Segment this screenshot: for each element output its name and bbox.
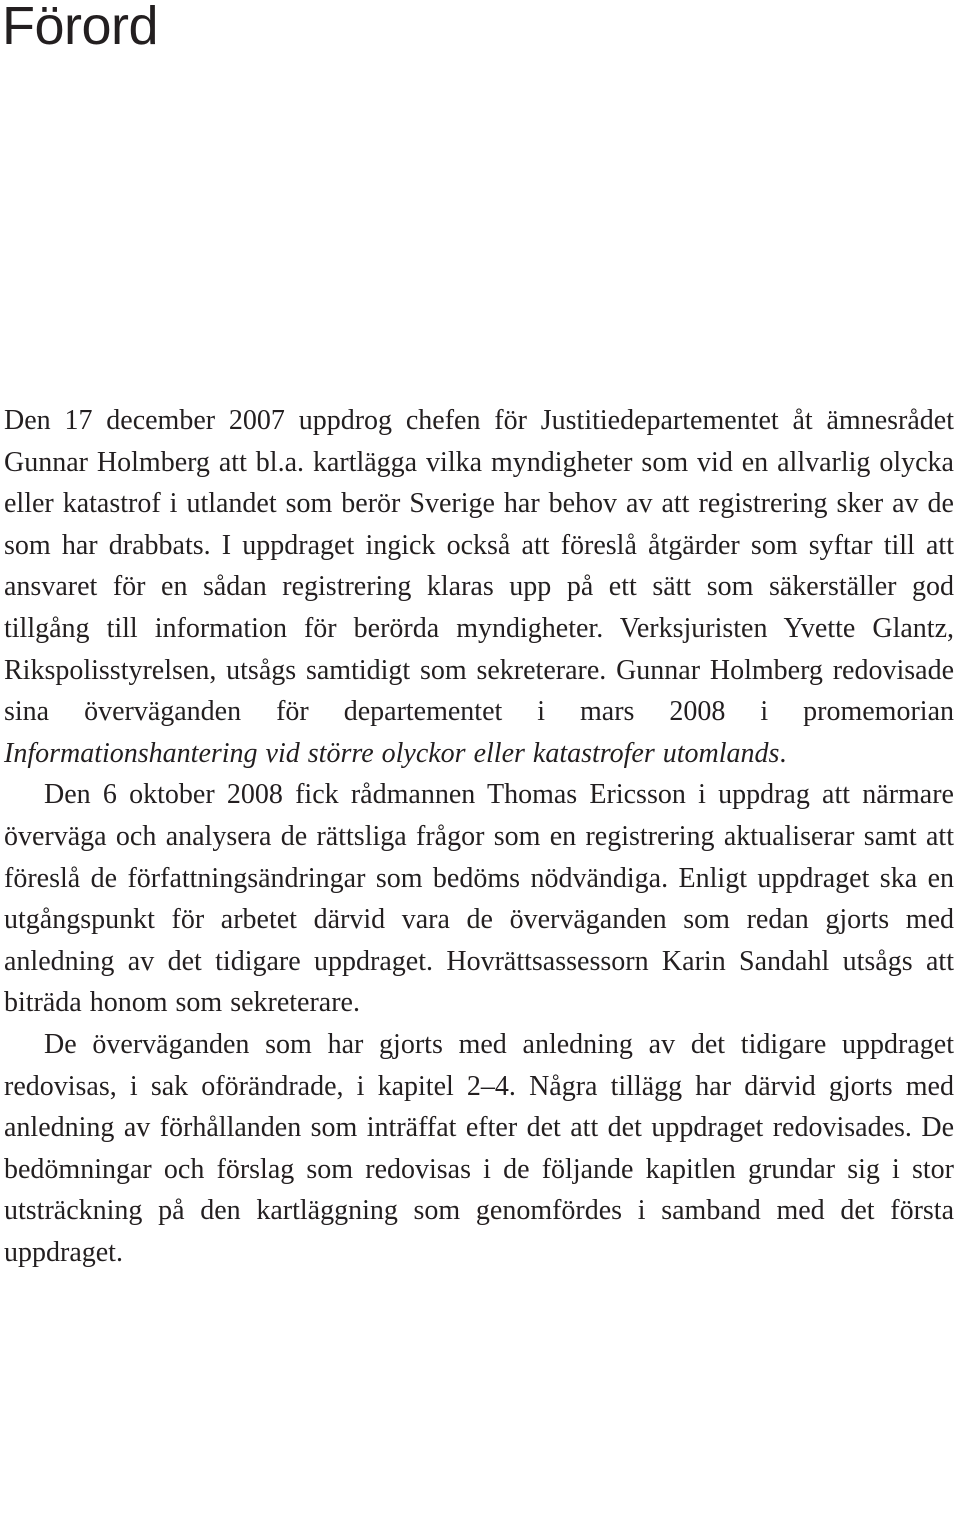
report-title-italic: Informationshantering vid större olyckor eller katastrofer utomlands (4, 737, 780, 769)
paragraph-1 (4, 400, 954, 774)
paragraph-1-text: Den 17 december 2007 uppdrog chefen för Justitiedepartementet åt ämnesrådet Gunnar Holmberg att bl.a. kartlägga vilka myndigheter som vid en allvarlig olycka eller katastrof i utlandet som berör Sverige har behov av att registrering sker av de som har drabbats. I uppdraget ingick också att föreslå åtgärder som syftar till att ansvaret för en sådan registrering klaras upp på ett sätt som säkerställer god tillgång till information för berörda myndigheter. Verksjuristen Yvette Glantz, Rikspolisstyrelsen, utsågs samtidigt som sekreterare. Gunnar Holmberg redovisade sina överväganden för departementet i mars 2008 i promemorian (4, 405, 954, 728)
paragraph-3: De överväganden som har gjorts med anledning av det tidigare uppdraget redovisas, i sak oförändrade, i kapitel 2–4. Några tillägg har därvid gjorts med anledning av förhållanden som inträffat efter det att det uppdraget redovisades. De bedömningar och förslag som redovisas i de följande kapitlen grundar sig i stor utsträckning på den kartläggning som genomfördes i samband med det första uppdraget. (4, 1028, 954, 1268)
paragraph-1-end: . (779, 737, 787, 769)
page-title: Förord (2, 0, 159, 56)
paragraph-2: Den 6 oktober 2008 fick rådmannen Thomas Ericsson i uppdrag att närmare överväga och analysera de rättsliga frågor som en registrering aktualiserar samt att föreslå de författningsändringar som bedöms nödvändiga. Enligt uppdraget ska en utgångspunkt för arbetet därvid vara de överväganden som redan gjorts med anledning av det tidigare uppdraget. Hovrättsassessorn Karin Sandahl utsågs att biträda honom som sekreterare. (4, 779, 954, 1019)
body-text (4, 400, 954, 1273)
